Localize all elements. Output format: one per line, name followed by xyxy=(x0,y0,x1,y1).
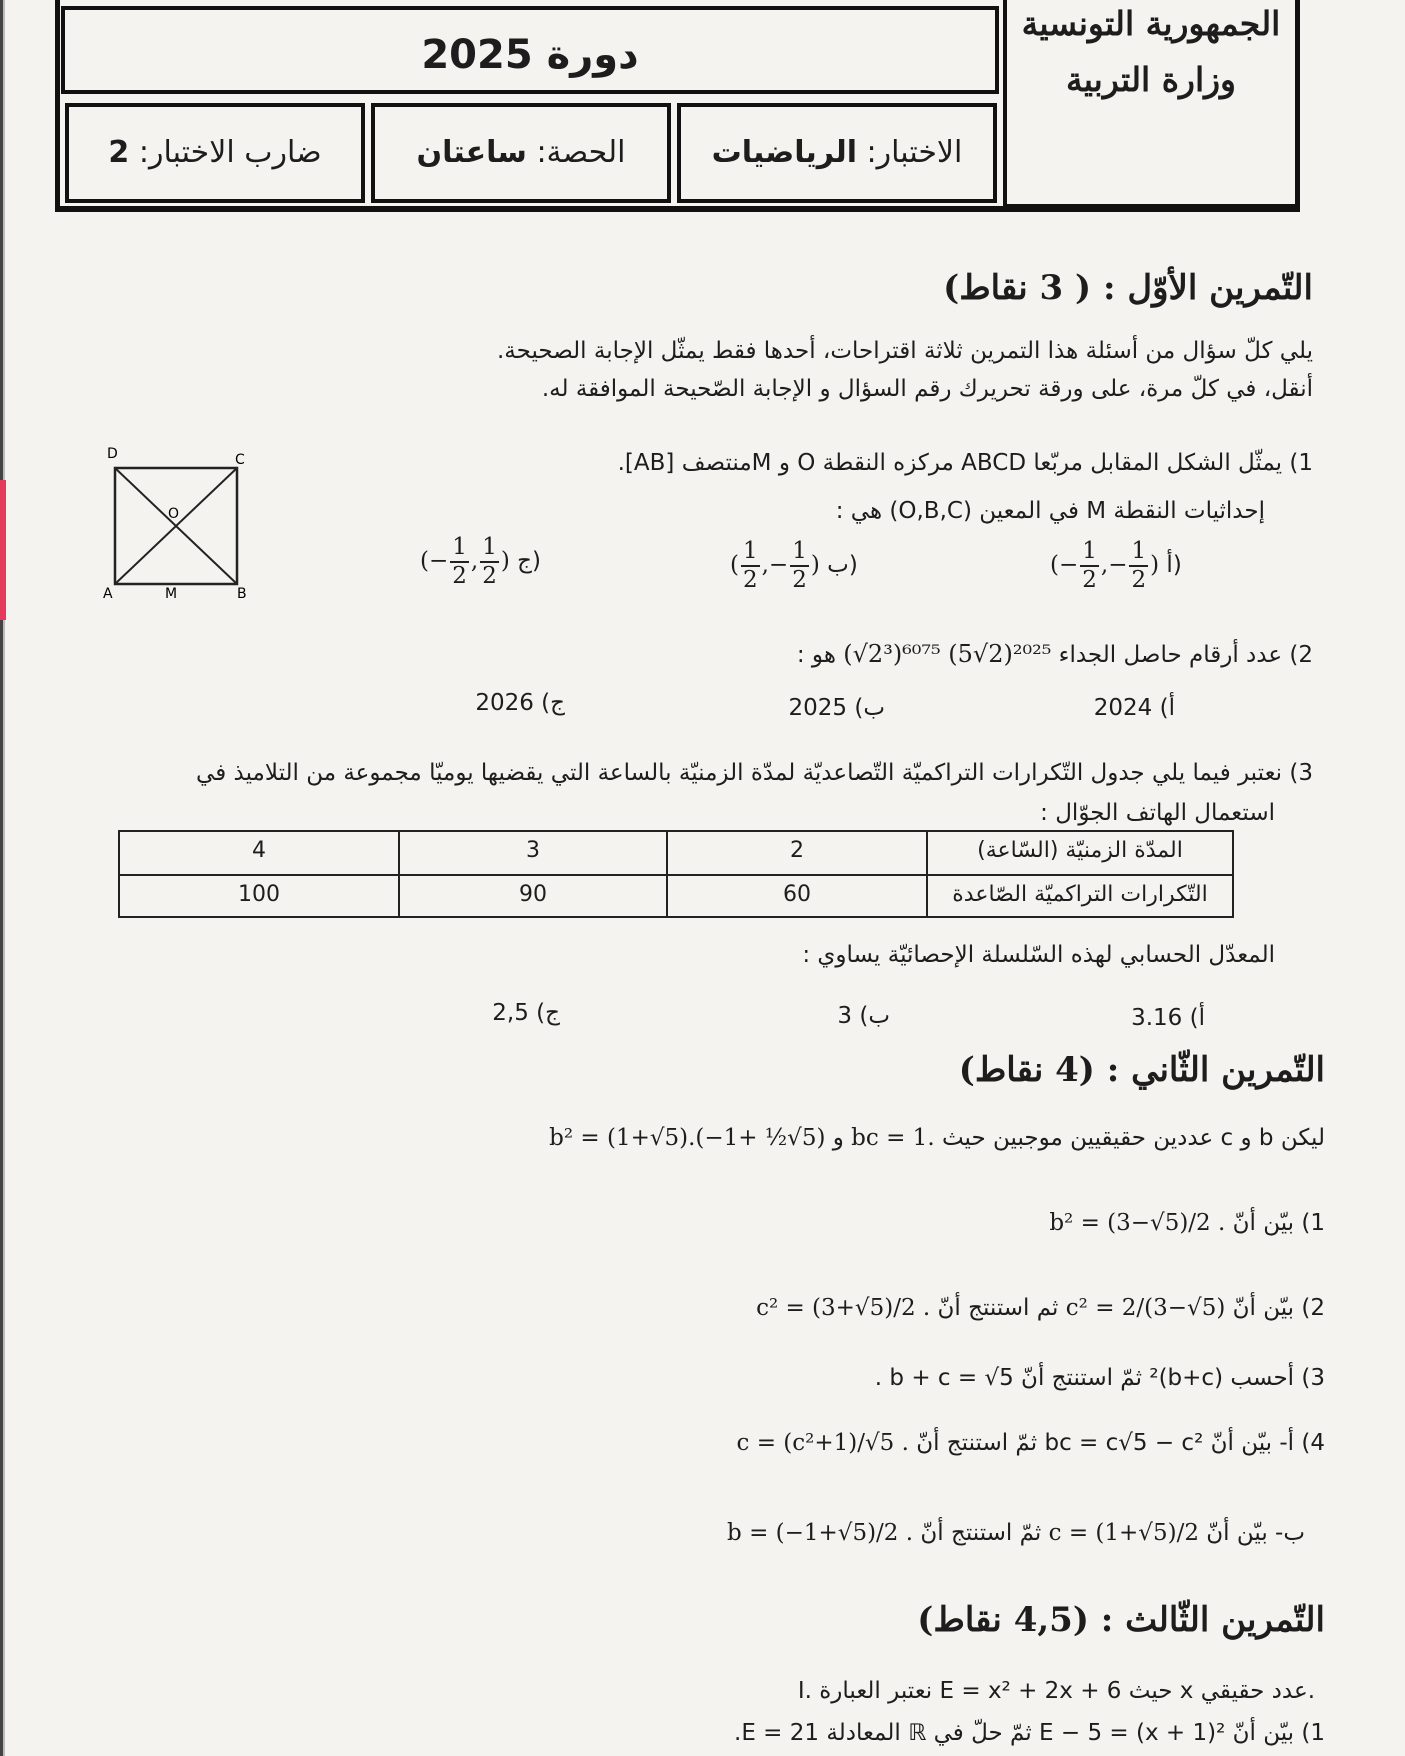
q3-choice-c: ج) 2,5 xyxy=(492,1000,560,1026)
ex2-question1 xyxy=(1049,1210,1325,1236)
ex2-q1-text: 1) بيّن أنّ xyxy=(1232,1210,1325,1236)
exercise2-title: التّمرين الثّاني : (4 نقاط) xyxy=(958,1050,1325,1090)
scan-edge xyxy=(0,0,10,1756)
q3-choice-b: ب) 3 xyxy=(837,1003,890,1029)
question2-text xyxy=(797,640,1313,668)
q2-choice-b: ب) 2025 xyxy=(788,695,885,721)
exercise1-title: التّمرين الأوّل : ( 3 نقاط) xyxy=(943,268,1313,308)
ex2-question3: 3) أحسب (b+c)² ثمّ استنتج أنّ b + c = √5 . xyxy=(874,1365,1325,1391)
label-c: C xyxy=(235,452,245,468)
republic-name: الجمهورية التونسية xyxy=(1021,4,1281,43)
ministry-name: وزارة التربية xyxy=(1066,60,1236,99)
duration-value: ساعتان xyxy=(416,135,527,170)
label-o: O xyxy=(168,506,180,522)
exercise1-intro-2: أنقل، في كلّ مرة، على ورقة تحريرك رقم السؤال و الإجابة الصّحيحة الموافقة له. xyxy=(541,376,1313,402)
ex2-q4b-text: ب- بيّن أنّ xyxy=(1206,1520,1305,1546)
ex2-q4a-text: 4) أ- بيّن أنّ bc = c√5 − c² ثمّ استنتج أنّ xyxy=(916,1430,1325,1456)
ex2-q4a-math: c = (c²+1)/√5 . xyxy=(736,1430,909,1456)
ex3-question1: 1) بيّن أنّ E − 5 = (x + 1)² ثمّ حلّ في ℝ المعادلة E = 21. xyxy=(734,1720,1325,1746)
table-cell: 90 xyxy=(519,882,547,907)
ex2-q1-math: b² = (3−√5)/2 . xyxy=(1049,1210,1226,1236)
q1-choice-b-label: ب) xyxy=(827,552,858,578)
ex2-q2-math2: c² = (3+√5)/2 . xyxy=(756,1295,931,1321)
ex2-q2-math1: c² = 2/(3−√5) xyxy=(1065,1295,1226,1321)
coefficient-box xyxy=(65,103,365,203)
table-row1-label: المدّة الزمنيّة (السّاعة) xyxy=(977,838,1183,863)
ex2-q4b-math2: b = (−1+√5)/2 . xyxy=(727,1520,914,1546)
table-cell: 2 xyxy=(790,838,804,863)
table-row2-label: التّكرارات التراكميّة الصّاعدة xyxy=(952,882,1208,907)
q3-choice-a: أ) 3.16 xyxy=(1131,1005,1205,1031)
exercise3-title: التّمرين الثّالث : (4,5 نقاط) xyxy=(917,1600,1325,1640)
ex2-question4a xyxy=(737,1430,1326,1456)
q1-choice-a: (− $\frac{1}{2}$ ,− $\frac{1}{2}$ ) أ) xyxy=(1050,538,1182,593)
duration-box xyxy=(371,103,671,203)
q1-choice-c: (− $\frac{1}{2}$ , $\frac{1}{2}$ ) ج) xyxy=(420,534,541,589)
question3-line2: استعمال الهاتف الجوّال : xyxy=(1040,800,1275,826)
label-b: B xyxy=(237,586,247,602)
question3-line1: 3) نعتبر فيما يلي جدول التّكرارات التراكميّة التّصاعديّة لمدّة الزمنيّة بالساعة التي يقضيها يوميّا مجموعة من التلاميذ في xyxy=(196,760,1313,786)
exercise2-intro xyxy=(549,1125,1325,1151)
ex2-q2-mid: ثم استنتج أنّ xyxy=(937,1295,1059,1321)
label-a: A xyxy=(103,586,113,602)
session-box xyxy=(61,6,999,94)
square-abcd-figure xyxy=(105,440,250,600)
q2-choice-c: ج) 2026 xyxy=(475,690,565,716)
subject-box xyxy=(677,103,997,203)
ex2-intro-text: ليكن b و c عددين حقيقيين موجبين حيث xyxy=(941,1125,1325,1151)
coefficient-label: ضارب الاختبار: xyxy=(138,135,322,170)
session-text: دورة 2025 xyxy=(421,32,639,78)
ex2-question2 xyxy=(756,1295,1325,1321)
ex3-part1: I. نعتبر العبارة E = x² + 2x + 6 حيث x عدد حقيقي. xyxy=(797,1678,1315,1704)
q2-expression: (√2³)⁶⁰⁷⁵ (5√2)²⁰²⁵ xyxy=(843,640,1052,668)
cumulative-frequency-table xyxy=(118,830,1234,918)
q2-end: هو : xyxy=(796,642,836,668)
label-d: D xyxy=(107,446,118,462)
q1-choice-b: ( $\frac{1}{2}$ ,− $\frac{1}{2}$ ) ب) xyxy=(730,538,858,593)
table-cell: 100 xyxy=(238,882,280,907)
exam-header xyxy=(55,0,1305,215)
question1-line2: إحداثيات النقطة M في المعين (O,B,C) هي : xyxy=(835,498,1265,524)
ex2-question4b xyxy=(727,1520,1305,1546)
label-m: M xyxy=(165,586,178,602)
subject-label: الاختبار: xyxy=(866,135,963,170)
question3-after: المعدّل الحسابي لهذه السّلسلة الإحصائيّة يساوي : xyxy=(802,942,1275,968)
coefficient-value: 2 xyxy=(108,135,130,170)
question1-line1: 1) يمثّل الشكل المقابل مربّعا ABCD مركزه النقطة O و Mمنتصف [AB]. xyxy=(617,450,1313,476)
table-cell: 4 xyxy=(252,838,266,863)
subject-value: الرياضيات xyxy=(711,135,857,170)
ex2-q4b-mid: ثمّ استنتج أنّ xyxy=(920,1520,1042,1546)
table-cell: 3 xyxy=(526,838,540,863)
q1-choice-a-label: أ) xyxy=(1166,552,1182,578)
q2-text: 2) عدد أرقام حاصل الجداء xyxy=(1058,642,1313,668)
ex2-q4b-math1: c = (1+√5)/2 xyxy=(1048,1520,1199,1546)
q2-choice-a: أ) 2024 xyxy=(1093,695,1175,721)
ex2-q2-text: 2) بيّن أنّ xyxy=(1232,1295,1325,1321)
ex2-intro-math: b² = (1+√5).(−1+ ½√5) و bc = 1. xyxy=(549,1125,935,1151)
q1-choice-c-label: ج) xyxy=(517,548,541,574)
ministry-box xyxy=(1003,0,1300,208)
duration-label: الحصة: xyxy=(536,135,626,170)
exercise1-intro-1: يلي كلّ سؤال من أسئلة هذا التمرين ثلاثة اقتراحات، أحدها فقط يمثّل الإجابة الصحيحة. xyxy=(496,338,1313,364)
table-cell: 60 xyxy=(783,882,811,907)
